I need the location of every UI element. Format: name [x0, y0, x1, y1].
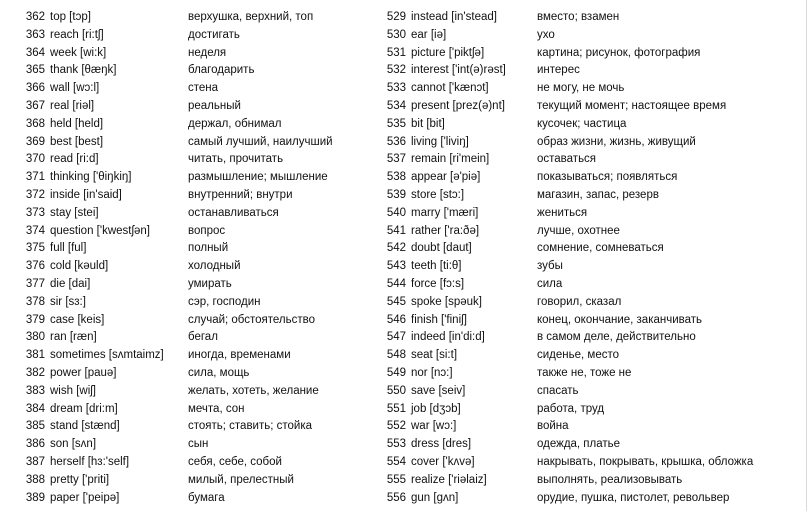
vocabulary-row [0, 347, 395, 365]
english-word-with-transcription: real [riəl] [50, 99, 95, 112]
russian-translation: одежда, платье [537, 438, 621, 451]
russian-translation: бегал [188, 331, 218, 344]
vocabulary-row [0, 169, 395, 187]
english-word-with-transcription: paper ['peipə] [50, 491, 120, 504]
vocabulary-row [384, 347, 806, 365]
russian-translation: случай; обстоятельство [188, 313, 316, 326]
russian-translation: бумага [188, 491, 225, 504]
vocabulary-column-left [0, 9, 395, 507]
entry-number: 378 [25, 295, 45, 308]
english-word-with-transcription: stay [stei] [50, 206, 99, 219]
entry-number: 362 [25, 11, 45, 23]
vocabulary-row [0, 258, 395, 276]
entry-number: 389 [25, 491, 45, 504]
vocabulary-row [0, 401, 395, 419]
english-word-with-transcription: dress [dres] [411, 438, 472, 451]
russian-translation: стоять; ставить; стойка [188, 420, 313, 433]
russian-translation: читать, прочитать [188, 153, 284, 166]
russian-translation: оставаться [537, 153, 597, 166]
russian-translation: неделя [188, 46, 227, 59]
entry-number: 365 [25, 64, 45, 77]
vocabulary-row [0, 223, 395, 241]
english-word-with-transcription: die [dai] [50, 277, 91, 290]
russian-translation: лучше, охотнее [537, 224, 620, 237]
english-word-with-transcription: nor [nɔ:] [411, 366, 453, 379]
entry-number: 375 [25, 242, 45, 255]
vocabulary-row [0, 436, 395, 454]
vocabulary-row [0, 205, 395, 223]
english-word-with-transcription: thank [θæŋk] [50, 64, 117, 77]
vocabulary-row [0, 365, 395, 383]
entry-number: 552 [386, 420, 406, 433]
vocabulary-row [384, 80, 806, 98]
vocabulary-row [0, 98, 395, 116]
entry-number: 383 [25, 384, 45, 397]
russian-translation: показываться; появляться [537, 171, 678, 184]
vocabulary-row [0, 45, 395, 63]
russian-translation: сэр, господин [188, 295, 261, 308]
entry-number: 384 [25, 402, 45, 415]
english-word-with-transcription: appear [ə'piə] [411, 171, 481, 184]
english-word-with-transcription: bit [bit] [411, 117, 445, 130]
russian-translation: иногда, временами [188, 349, 291, 362]
english-word-with-transcription: case [keis] [50, 313, 105, 326]
english-word-with-transcription: present [prez(ə)nt] [411, 99, 505, 112]
entry-number: 366 [25, 82, 45, 95]
english-word-with-transcription: instead [in'stead] [411, 11, 497, 23]
english-word-with-transcription: living ['liviŋ] [411, 135, 469, 148]
russian-translation: реальный [188, 99, 241, 112]
entry-number: 372 [25, 188, 45, 201]
english-word-with-transcription: power [pauə] [50, 366, 117, 379]
entry-number: 535 [386, 117, 406, 130]
entry-number: 532 [386, 64, 406, 77]
russian-translation: держал, обнимал [188, 117, 282, 130]
entry-number: 368 [25, 117, 45, 130]
russian-translation: накрывать, покрывать, крышка, обложка [537, 455, 754, 468]
english-word-with-transcription: inside [in'said] [50, 188, 122, 201]
vocabulary-row [384, 116, 806, 134]
vocabulary-row [0, 240, 395, 258]
entry-number: 376 [25, 260, 45, 273]
russian-translation: образ жизни, жизнь, живущий [537, 135, 696, 148]
entry-number: 542 [386, 242, 406, 255]
entry-number: 545 [386, 295, 406, 308]
english-word-with-transcription: cold [kəuld] [50, 260, 109, 273]
english-word-with-transcription: spoke [spəuk] [411, 295, 482, 308]
english-word-with-transcription: indeed [in'di:d] [411, 331, 485, 344]
russian-translation: выполнять, реализовывать [537, 473, 683, 486]
english-word-with-transcription: top [tɔp] [50, 11, 91, 23]
english-word-with-transcription: sir [sɜ:] [50, 295, 86, 308]
entry-number: 554 [386, 455, 406, 468]
english-word-with-transcription: sometimes [sʌmtaimz] [50, 349, 164, 362]
english-word-with-transcription: seat [si:t] [411, 349, 458, 362]
english-word-with-transcription: full [ful] [50, 242, 87, 255]
entry-number: 538 [386, 171, 406, 184]
vocabulary-row [384, 98, 806, 116]
russian-translation: зубы [537, 260, 563, 273]
russian-translation: конец, окончание, заканчивать [537, 313, 703, 326]
entry-number: 364 [25, 46, 45, 59]
russian-translation: картина; рисунок, фотография [537, 46, 701, 59]
english-word-with-transcription: job [dʒɔb] [411, 402, 461, 415]
russian-translation: размышление; мышление [188, 171, 328, 184]
english-word-with-transcription: save [seiv] [411, 384, 466, 397]
vocabulary-row [0, 383, 395, 401]
english-word-with-transcription: stand [stænd] [50, 420, 120, 433]
english-word-with-transcription: thinking ['θiŋkiŋ] [50, 171, 132, 184]
vocabulary-row [384, 294, 806, 312]
russian-translation: холодный [188, 260, 241, 273]
vocabulary-row [0, 276, 395, 294]
russian-translation: спасать [537, 384, 579, 397]
english-word-with-transcription: teeth [ti:θ] [411, 260, 462, 273]
vocabulary-row [384, 223, 806, 241]
entry-number: 388 [25, 473, 45, 486]
russian-translation: желать, хотеть, желание [188, 384, 319, 397]
english-word-with-transcription: gun [gʌn] [411, 491, 459, 504]
entry-number: 371 [25, 171, 45, 184]
russian-translation: останавливаться [188, 206, 279, 219]
english-word-with-transcription: remain [ri'mein] [411, 153, 490, 166]
russian-translation: милый, прелестный [188, 473, 294, 486]
english-word-with-transcription: son [sʌn] [50, 438, 97, 451]
russian-translation: кусочек; частица [537, 117, 627, 130]
vocabulary-row [0, 187, 395, 205]
english-word-with-transcription: held [held] [50, 117, 104, 130]
entry-number: 549 [386, 366, 406, 379]
vocabulary-row [0, 116, 395, 134]
vocabulary-row [384, 62, 806, 80]
english-word-with-transcription: marry ['mæri] [411, 206, 479, 219]
english-word-with-transcription: wall [wɔ:l] [50, 82, 100, 95]
entry-number: 547 [386, 331, 406, 344]
entry-number: 539 [386, 188, 406, 201]
russian-translation: сиденье, место [537, 349, 619, 362]
vocabulary-row [0, 472, 395, 490]
entry-number: 550 [386, 384, 406, 397]
russian-translation: сила [537, 277, 563, 290]
entry-number: 363 [25, 28, 45, 41]
vocabulary-row [0, 454, 395, 472]
entry-number: 530 [386, 28, 406, 41]
vocabulary-row [0, 294, 395, 312]
entry-number: 540 [386, 206, 406, 219]
english-word-with-transcription: question ['kwestʃən] [50, 224, 151, 237]
vocabulary-row [384, 329, 806, 347]
entry-number: 537 [386, 153, 406, 166]
english-word-with-transcription: best [best] [50, 135, 104, 148]
vocabulary-row [0, 9, 395, 27]
entry-number: 548 [386, 349, 406, 362]
entry-number: 381 [25, 349, 45, 362]
russian-translation: достигать [188, 28, 240, 41]
english-word-with-transcription: week [wi:k] [50, 46, 107, 59]
vocabulary-row [384, 383, 806, 401]
russian-translation: полный [188, 242, 229, 255]
entry-number: 555 [386, 473, 406, 486]
vocabulary-row [384, 418, 806, 436]
russian-translation: текущий момент; настоящее время [537, 99, 727, 112]
russian-translation: орудие, пушка, пистолет, револьвер [537, 491, 730, 504]
entry-number: 551 [386, 402, 406, 415]
russian-translation: война [537, 420, 569, 433]
vocabulary-row [0, 490, 395, 508]
entry-number: 541 [386, 224, 406, 237]
russian-translation: стена [188, 82, 219, 95]
entry-number: 370 [25, 153, 45, 166]
entry-number: 546 [386, 313, 406, 326]
vocabulary-row [0, 80, 395, 98]
russian-translation: сомнение, сомневаться [537, 242, 664, 255]
entry-number: 373 [25, 206, 45, 219]
vocabulary-row [384, 151, 806, 169]
vocabulary-row [384, 276, 806, 294]
entry-number: 385 [25, 420, 45, 433]
russian-translation: благодарить [188, 64, 255, 77]
vocabulary-row [384, 365, 806, 383]
english-word-with-transcription: ear [iə] [411, 28, 447, 41]
vocabulary-row [384, 134, 806, 152]
russian-translation: работа, труд [537, 402, 605, 415]
english-word-with-transcription: wish [wiʃ] [50, 384, 97, 397]
vocabulary-row [0, 329, 395, 347]
english-word-with-transcription: realize ['riəlaiz] [411, 473, 487, 486]
entry-number: 529 [386, 11, 406, 23]
english-word-with-transcription: cover ['kʌvə] [411, 455, 475, 468]
entry-number: 377 [25, 277, 45, 290]
vocabulary-row [384, 45, 806, 63]
russian-translation: умирать [188, 277, 232, 290]
english-word-with-transcription: ran [ræn] [50, 331, 97, 344]
entry-number: 553 [386, 438, 406, 451]
english-word-with-transcription: store [stɔ:] [411, 188, 465, 201]
vocabulary-row [384, 187, 806, 205]
vocabulary-row [384, 312, 806, 330]
english-word-with-transcription: read [ri:d] [50, 153, 99, 166]
vocabulary-row [0, 151, 395, 169]
english-word-with-transcription: reach [ri:tʃ] [50, 28, 104, 41]
english-word-with-transcription: herself [hɜ:'self] [50, 455, 130, 468]
vocabulary-row [384, 258, 806, 276]
russian-translation: жениться [537, 206, 588, 219]
russian-translation: сын [188, 438, 209, 451]
russian-translation: магазин, запас, резерв [537, 188, 659, 201]
russian-translation: также не, тоже не [537, 366, 632, 379]
english-word-with-transcription: dream [dri:m] [50, 402, 118, 415]
entry-number: 369 [25, 135, 45, 148]
russian-translation: не могу, не мочь [537, 82, 625, 95]
english-word-with-transcription: finish ['finiʃ] [411, 313, 467, 326]
english-word-with-transcription: picture ['piktʃə] [411, 46, 485, 59]
vocabulary-row [384, 401, 806, 419]
russian-translation: самый лучший, наилучший [188, 135, 333, 148]
entry-number: 543 [386, 260, 406, 273]
entry-number: 556 [386, 491, 406, 504]
vocabulary-column-right [384, 9, 806, 507]
russian-translation: сила, мощь [188, 366, 250, 379]
entry-number: 374 [25, 224, 45, 237]
vocabulary-row [384, 240, 806, 258]
vocabulary-row [384, 454, 806, 472]
russian-translation: вместо; взамен [537, 11, 620, 23]
entry-number: 534 [386, 99, 406, 112]
entry-number: 382 [25, 366, 45, 379]
english-word-with-transcription: war [wɔ:] [411, 420, 457, 433]
entry-number: 531 [386, 46, 406, 59]
entry-number: 380 [25, 331, 45, 344]
vocabulary-row [384, 27, 806, 45]
entry-number: 536 [386, 135, 406, 148]
entry-number: 379 [25, 313, 45, 326]
vocabulary-row [0, 312, 395, 330]
entry-number: 544 [386, 277, 406, 290]
russian-translation: говорил, сказал [537, 295, 622, 308]
vocabulary-row [0, 27, 395, 45]
russian-translation: интерес [537, 64, 580, 77]
vocabulary-row [0, 62, 395, 80]
entry-number: 367 [25, 99, 45, 112]
russian-translation: в самом деле, действительно [537, 331, 696, 344]
english-word-with-transcription: pretty ['priti] [50, 473, 110, 486]
entry-number: 386 [25, 438, 45, 451]
russian-translation: внутренний; внутри [188, 188, 293, 201]
entry-number: 533 [386, 82, 406, 95]
russian-translation: вопрос [188, 224, 226, 237]
english-word-with-transcription: rather ['ra:ðə] [411, 224, 480, 237]
english-word-with-transcription: doubt [daut] [411, 242, 472, 255]
russian-translation: верхушка, верхний, топ [188, 11, 314, 23]
russian-translation: себя, себе, собой [188, 455, 282, 468]
russian-translation: мечта, сон [188, 402, 245, 415]
english-word-with-transcription: interest ['int(ə)rəst] [411, 64, 506, 77]
vocabulary-row [384, 9, 806, 27]
english-word-with-transcription: force [fɔ:s] [411, 277, 465, 290]
vocabulary-row [0, 134, 395, 152]
entry-number: 387 [25, 455, 45, 468]
vocabulary-row [0, 418, 395, 436]
vocabulary-row [384, 436, 806, 454]
russian-translation: ухо [537, 28, 555, 41]
vocabulary-row [384, 490, 806, 508]
vocabulary-row [384, 205, 806, 223]
english-word-with-transcription: cannot ['kænɔt] [411, 82, 489, 95]
vocabulary-row [384, 472, 806, 490]
vocabulary-row [384, 169, 806, 187]
